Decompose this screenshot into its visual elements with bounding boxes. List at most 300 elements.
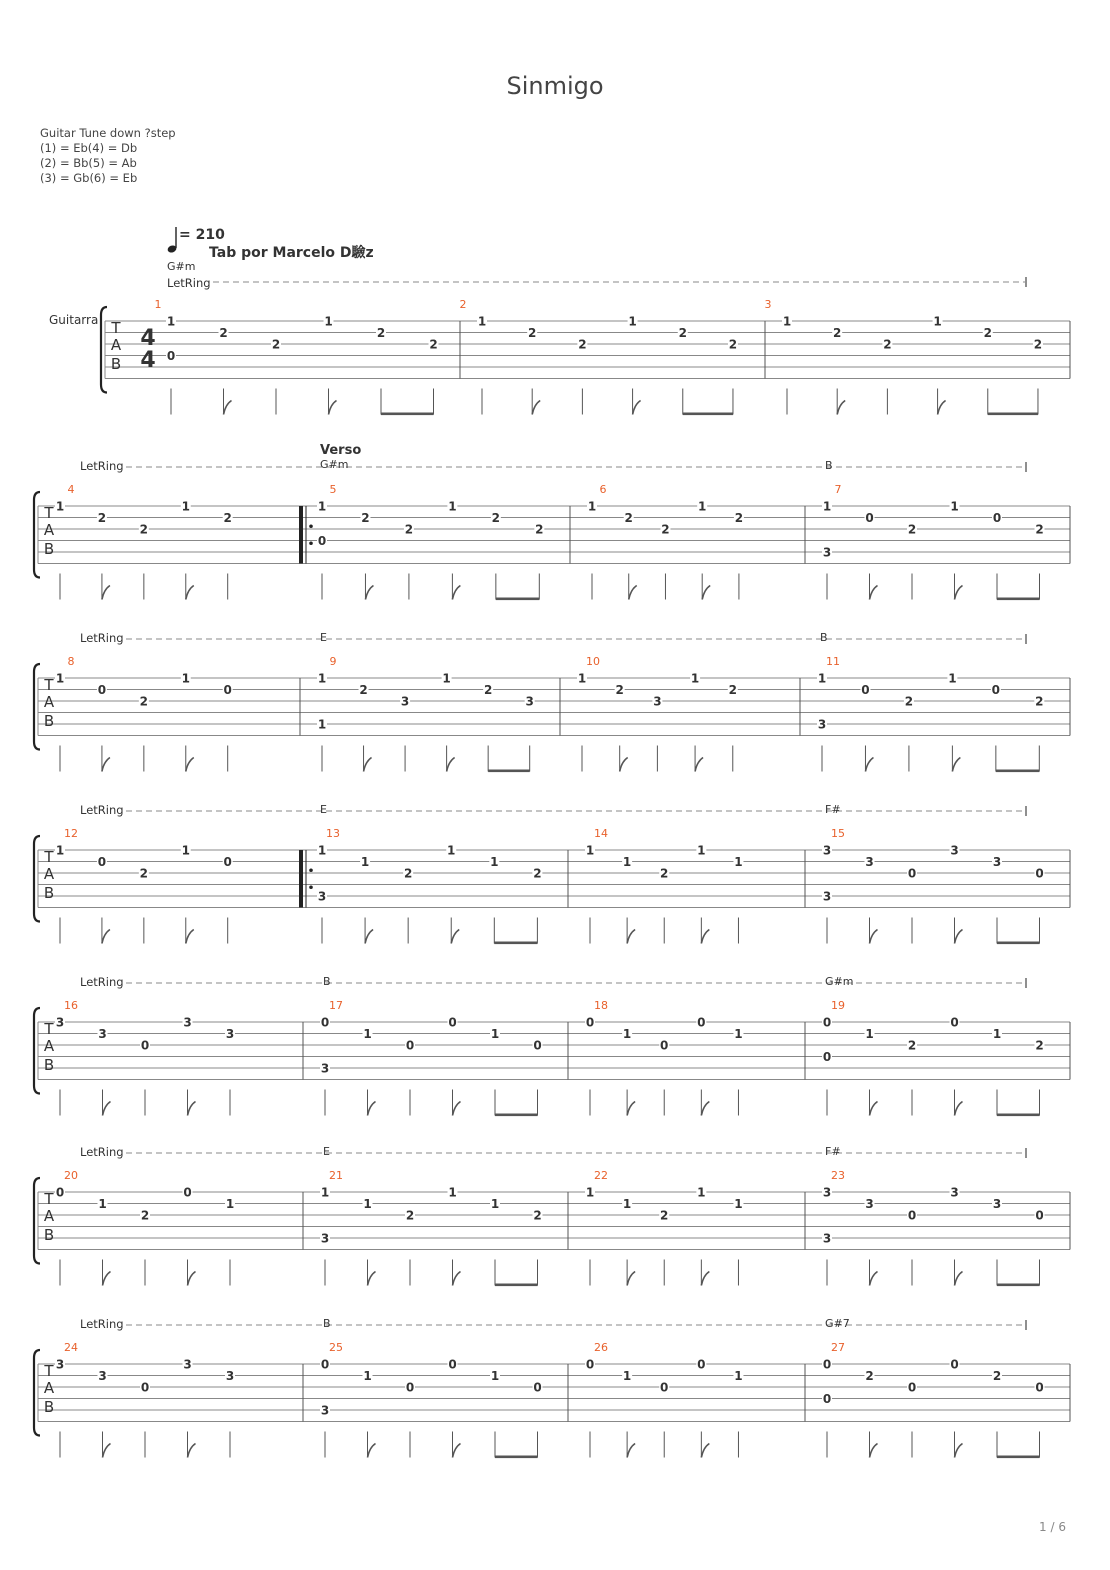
fret-number: 2	[615, 683, 624, 697]
note-flag	[365, 930, 373, 944]
fret-number: 0	[1035, 1208, 1044, 1223]
fret-number: 2	[491, 511, 501, 525]
note-flag	[620, 758, 628, 772]
fret-number: 3	[225, 1027, 235, 1041]
measure-number: 14	[594, 827, 608, 840]
fret-number: 2	[97, 511, 107, 525]
fret-number: 2	[139, 522, 149, 537]
fret-number: 0	[405, 1380, 415, 1395]
fret-number: 3	[320, 1403, 330, 1418]
fret-number: 2	[907, 1038, 917, 1053]
repeat-dot	[309, 868, 313, 872]
measure-number: 3	[764, 298, 772, 311]
fret-number: 2	[660, 866, 669, 881]
fret-number: 1	[324, 314, 333, 329]
fret-number: 1	[817, 671, 827, 686]
fret-number: 2	[734, 511, 744, 525]
fret-number: 1	[317, 671, 327, 686]
fret-number: 3	[865, 855, 874, 869]
fret-number: 2	[865, 1369, 874, 1383]
fret-number: 0	[861, 683, 870, 697]
note-flag	[103, 1444, 111, 1458]
tempo-value: = 210	[179, 227, 225, 243]
fret-number: 2	[1033, 337, 1043, 352]
measure-number: 18	[594, 999, 608, 1012]
measure-number: 15	[831, 827, 845, 840]
measure-number: 8	[67, 655, 75, 668]
fret-number: 1	[622, 1369, 632, 1383]
note-flag	[627, 1102, 635, 1116]
tab-clef-letter: B	[43, 1398, 55, 1416]
fret-number: 0	[822, 1357, 832, 1372]
fret-number: 2	[660, 1208, 669, 1223]
note-beam	[494, 942, 537, 945]
note-flag	[865, 758, 873, 772]
fret-number: 2	[528, 326, 537, 340]
fret-number: 0	[320, 1357, 330, 1372]
fret-number: 3	[822, 843, 832, 858]
fret-number: 2	[533, 1208, 542, 1223]
note-beam	[997, 1456, 1040, 1459]
tab-clef-letter: T	[44, 676, 54, 694]
tuning-line: (1) = Eb(4) = Db	[40, 141, 138, 155]
fret-number: 1	[698, 499, 707, 514]
fret-number: 0	[950, 1015, 959, 1030]
system-bracket	[101, 307, 107, 393]
fret-number: 0	[660, 1380, 669, 1395]
note-beam	[996, 770, 1039, 773]
note-flag	[701, 930, 709, 944]
fret-number: 1	[587, 499, 597, 514]
measure-number: 4	[67, 483, 75, 496]
chord-label: F#	[825, 803, 841, 816]
note-beam	[496, 598, 539, 601]
fret-number: 0	[448, 1015, 457, 1030]
fret-number: 0	[223, 683, 232, 697]
fret-number: 0	[140, 1380, 150, 1395]
fret-number: 1	[697, 1185, 706, 1200]
chord-label: B	[825, 459, 833, 472]
fret-number: 0	[907, 1208, 917, 1223]
fret-number: 2	[535, 522, 544, 537]
fret-number: 0	[907, 1380, 917, 1395]
fret-number: 2	[983, 326, 992, 340]
fret-number: 0	[166, 349, 176, 363]
fret-number: 2	[833, 326, 842, 340]
fret-number: 3	[98, 1369, 107, 1383]
fret-number: 3	[400, 694, 410, 709]
note-beam	[997, 1114, 1040, 1117]
fret-number: 2	[483, 683, 493, 697]
tuning-heading: Guitar Tune down ?step	[40, 126, 176, 140]
fret-number: 0	[183, 1185, 192, 1200]
note-flag	[364, 758, 372, 772]
tab-clef-letter: T	[44, 504, 54, 522]
note-flag	[629, 586, 637, 600]
fret-number: 1	[782, 314, 792, 329]
note-flag	[955, 930, 963, 944]
tuning-line: (2) = Bb(5) = Ab	[40, 156, 137, 170]
note-beam	[495, 1456, 538, 1459]
fret-number: 0	[55, 1185, 65, 1200]
note-flag	[453, 1102, 461, 1116]
fret-number: 1	[734, 1027, 743, 1041]
let-ring-label: LetRing	[80, 631, 124, 645]
fret-number: 0	[697, 1357, 706, 1372]
measure-number: 9	[329, 655, 337, 668]
system-bracket	[34, 1178, 40, 1264]
fret-number: 3	[320, 1231, 330, 1246]
fret-number: 3	[317, 889, 327, 904]
fret-number: 1	[734, 855, 743, 869]
system-bracket	[34, 492, 40, 578]
fret-number: 1	[363, 1027, 372, 1041]
let-ring-label: LetRing	[80, 1145, 124, 1159]
fret-number: 0	[533, 1038, 542, 1053]
time-signature-bottom: 4	[140, 348, 156, 373]
chord-label: B	[820, 631, 828, 644]
note-flag	[368, 1444, 376, 1458]
note-flag	[870, 1102, 878, 1116]
measure-number: 2	[459, 298, 467, 311]
fret-number: 1	[734, 1197, 743, 1211]
fret-number: 1	[865, 1027, 874, 1041]
note-flag	[365, 586, 373, 600]
note-flag	[103, 1272, 111, 1286]
note-flag	[695, 758, 703, 772]
note-beam	[988, 413, 1038, 416]
fret-number: 0	[585, 1357, 595, 1372]
chord-label: E	[320, 631, 327, 644]
note-flag	[102, 930, 110, 944]
measure-number: 6	[599, 483, 607, 496]
fret-number: 1	[622, 1197, 632, 1211]
fret-number: 1	[822, 499, 832, 514]
fret-number: 3	[822, 1231, 832, 1246]
measure-number: 7	[834, 483, 842, 496]
fret-number: 3	[992, 855, 1002, 869]
note-flag	[955, 1102, 963, 1116]
tab-clef-letter: T	[44, 1190, 54, 1208]
fret-number: 3	[653, 694, 662, 709]
note-flag	[938, 401, 946, 415]
fret-number: 2	[992, 1369, 1002, 1383]
fret-number: 2	[907, 522, 917, 537]
note-flag	[224, 401, 232, 415]
fret-number: 0	[405, 1038, 415, 1053]
note-beam	[495, 1114, 538, 1117]
fret-number: 2	[403, 866, 413, 881]
fret-number: 1	[948, 671, 957, 686]
repeat-dot	[309, 541, 313, 545]
chord-label: B	[323, 1317, 331, 1330]
fret-number: 1	[55, 499, 65, 514]
fret-number: 2	[429, 337, 438, 352]
tab-clef-letter: A	[43, 521, 55, 539]
let-ring-label: LetRing	[80, 459, 124, 473]
fret-number: 0	[585, 1015, 595, 1030]
repeat-bar	[299, 850, 303, 908]
fret-number: 1	[585, 843, 595, 858]
tab-clef-letter: A	[43, 1207, 55, 1225]
system-bracket	[34, 1350, 40, 1436]
note-flag	[955, 1272, 963, 1286]
fret-number: 0	[822, 1050, 832, 1064]
fret-number: 1	[490, 1197, 500, 1211]
fret-number: 1	[98, 1197, 107, 1211]
note-flag	[453, 1272, 461, 1286]
fret-number: 0	[533, 1380, 542, 1395]
fret-number: 2	[624, 511, 633, 525]
chord-label: F#	[825, 1145, 841, 1158]
fret-number: 2	[678, 326, 687, 340]
note-beam	[683, 413, 733, 416]
fret-number: 1	[448, 1185, 457, 1200]
fret-number: 0	[1035, 1380, 1044, 1395]
fret-number: 0	[660, 1038, 669, 1053]
fret-number: 1	[690, 671, 700, 686]
fret-number: 2	[376, 326, 386, 340]
fret-number: 0	[950, 1357, 959, 1372]
note-beam	[997, 598, 1040, 601]
fret-number: 0	[907, 866, 917, 881]
fret-number: 1	[225, 1197, 235, 1211]
repeat-dot	[309, 885, 313, 889]
tab-clef-letter: B	[43, 884, 55, 902]
note-flag	[452, 586, 460, 600]
fret-number: 0	[991, 683, 1001, 697]
fret-number: 0	[865, 511, 874, 525]
tab-clef-letter: T	[44, 848, 54, 866]
note-flag	[453, 1444, 461, 1458]
fret-number: 1	[447, 843, 456, 858]
fret-number: 0	[97, 683, 107, 697]
measure-number: 27	[831, 1341, 845, 1354]
note-flag	[955, 586, 963, 600]
note-flag	[870, 1444, 878, 1458]
fret-number: 2	[661, 522, 670, 537]
fret-number: 1	[577, 671, 587, 686]
measure-number: 12	[64, 827, 78, 840]
fret-number: 1	[992, 1027, 1002, 1041]
fret-number: 3	[320, 1061, 330, 1076]
fret-number: 3	[525, 694, 534, 709]
measure-number: 16	[64, 999, 78, 1012]
fret-number: 0	[97, 855, 107, 869]
fret-number: 2	[404, 522, 414, 537]
note-flag	[368, 1272, 376, 1286]
note-beam	[997, 942, 1040, 945]
note-flag	[447, 758, 455, 772]
note-flag	[955, 1444, 963, 1458]
let-ring-label: LetRing	[80, 803, 124, 817]
fret-number: 3	[950, 1185, 959, 1200]
note-flag	[837, 401, 845, 415]
fret-number: 2	[361, 511, 370, 525]
fret-number: 1	[317, 843, 327, 858]
system-bracket	[34, 664, 40, 750]
fret-number: 0	[320, 1015, 330, 1030]
fret-number: 2	[578, 337, 587, 352]
fret-number: 2	[223, 511, 232, 525]
fret-number: 2	[405, 1208, 415, 1223]
note-flag	[532, 401, 540, 415]
fret-number: 0	[822, 1392, 832, 1406]
system-bracket	[34, 836, 40, 922]
time-signature-top: 4	[140, 326, 156, 351]
tuning-line: (3) = Gb(6) = Eb	[40, 171, 138, 185]
tab-clef-letter: B	[43, 712, 55, 730]
fret-number: 2	[883, 337, 892, 352]
chord-label: G#m	[320, 458, 349, 471]
measure-number: 19	[831, 999, 845, 1012]
measure-number: 23	[831, 1169, 845, 1182]
note-flag	[627, 1272, 635, 1286]
let-ring-label: LetRing	[167, 276, 211, 290]
fret-number: 0	[223, 855, 232, 869]
measure-number: 17	[329, 999, 343, 1012]
chord-label: G#7	[825, 1317, 850, 1330]
measure-number: 11	[826, 655, 840, 668]
fret-number: 1	[181, 671, 190, 686]
let-ring-label: LetRing	[80, 1317, 124, 1331]
note-flag	[103, 1102, 111, 1116]
note-flag	[188, 1444, 196, 1458]
note-flag	[633, 401, 641, 415]
note-flag	[451, 930, 459, 944]
fret-number: 1	[490, 1027, 500, 1041]
fret-number: 1	[363, 1369, 372, 1383]
fret-number: 1	[933, 314, 942, 329]
fret-number: 1	[622, 855, 632, 869]
tab-clef-letter: T	[44, 1020, 54, 1038]
note-flag	[102, 586, 110, 600]
tab-clef-letter: A	[43, 693, 55, 711]
note-flag	[870, 1272, 878, 1286]
note-flag	[701, 1444, 709, 1458]
fret-number: 0	[992, 511, 1002, 525]
fret-number: 1	[950, 499, 959, 514]
measure-number: 26	[594, 1341, 608, 1354]
measure-number: 5	[329, 483, 337, 496]
fret-number: 1	[448, 499, 457, 514]
fret-number: 1	[360, 855, 370, 869]
note-flag	[102, 758, 110, 772]
fret-number: 1	[490, 855, 499, 869]
fret-number: 0	[822, 1015, 832, 1030]
fret-number: 1	[628, 314, 637, 329]
note-beam	[997, 1284, 1040, 1287]
fret-number: 1	[320, 1185, 330, 1200]
note-flag	[952, 758, 960, 772]
measure-number: 1	[154, 298, 162, 311]
tab-clef-letter: A	[110, 336, 122, 354]
measure-number: 10	[586, 655, 600, 668]
section-label: Verso	[320, 443, 362, 458]
fret-number: 0	[1035, 866, 1044, 881]
credit-text: Tab por Marcelo D驗z	[209, 245, 374, 261]
tab-clef-letter: A	[43, 865, 55, 883]
fret-number: 2	[219, 326, 228, 340]
tab-clef-letter: T	[111, 319, 121, 337]
fret-number: 1	[622, 1027, 632, 1041]
note-flag	[188, 1102, 196, 1116]
chord-label: E	[323, 1145, 330, 1158]
measure-number: 21	[329, 1169, 343, 1182]
fret-number: 2	[271, 337, 281, 352]
measure-number: 24	[64, 1341, 78, 1354]
fret-number: 3	[992, 1197, 1002, 1211]
fret-number: 3	[183, 1015, 192, 1030]
fret-number: 3	[183, 1357, 192, 1372]
tab-clef-letter: B	[110, 355, 122, 373]
instrument-label: Guitarra	[49, 313, 99, 327]
note-beam	[381, 413, 434, 416]
note-flag	[627, 930, 635, 944]
note-flag	[368, 1102, 376, 1116]
note-flag	[627, 1444, 635, 1458]
fret-number: 1	[317, 717, 327, 732]
fret-number: 0	[317, 534, 327, 548]
fret-number: 1	[734, 1369, 743, 1383]
fret-number: 3	[98, 1027, 107, 1041]
note-flag	[186, 758, 194, 772]
fret-number: 2	[904, 694, 914, 709]
fret-number: 2	[728, 337, 738, 352]
fret-number: 2	[533, 866, 542, 881]
fret-number: 3	[822, 545, 832, 560]
fret-number: 1	[442, 671, 451, 686]
fret-number: 2	[359, 683, 368, 697]
let-ring-label: LetRing	[80, 975, 124, 989]
fret-number: 1	[181, 499, 190, 514]
measure-number: 22	[594, 1169, 608, 1182]
chord-label: B	[323, 975, 331, 988]
fret-number: 3	[55, 1015, 65, 1030]
fret-number: 3	[225, 1369, 235, 1383]
fret-number: 0	[448, 1357, 457, 1372]
fret-number: 0	[697, 1015, 706, 1030]
note-flag	[870, 930, 878, 944]
tab-clef-letter: B	[43, 540, 55, 558]
fret-number: 1	[55, 671, 65, 686]
note-flag	[701, 1102, 709, 1116]
fret-number: 2	[139, 866, 149, 881]
fret-number: 1	[317, 499, 327, 514]
fret-number: 3	[865, 1197, 874, 1211]
tab-clef-letter: B	[43, 1056, 55, 1074]
repeat-dot	[309, 524, 313, 528]
measure-number: 25	[329, 1341, 343, 1354]
fret-number: 3	[950, 843, 959, 858]
fret-number: 3	[55, 1357, 65, 1372]
note-flag	[702, 586, 710, 600]
fret-number: 1	[55, 843, 65, 858]
note-flag	[186, 930, 194, 944]
fret-number: 2	[1035, 522, 1044, 537]
measure-number: 20	[64, 1169, 78, 1182]
system-bracket	[34, 1008, 40, 1094]
fret-number: 1	[363, 1197, 372, 1211]
fret-number: 2	[1035, 1038, 1044, 1053]
note-flag	[870, 586, 878, 600]
fret-number: 3	[822, 889, 832, 904]
repeat-bar	[299, 506, 303, 564]
fret-number: 0	[140, 1038, 150, 1053]
fret-number: 3	[817, 717, 827, 732]
tab-clef-letter: A	[43, 1037, 55, 1055]
page-number: 1 / 6	[1039, 1520, 1066, 1534]
